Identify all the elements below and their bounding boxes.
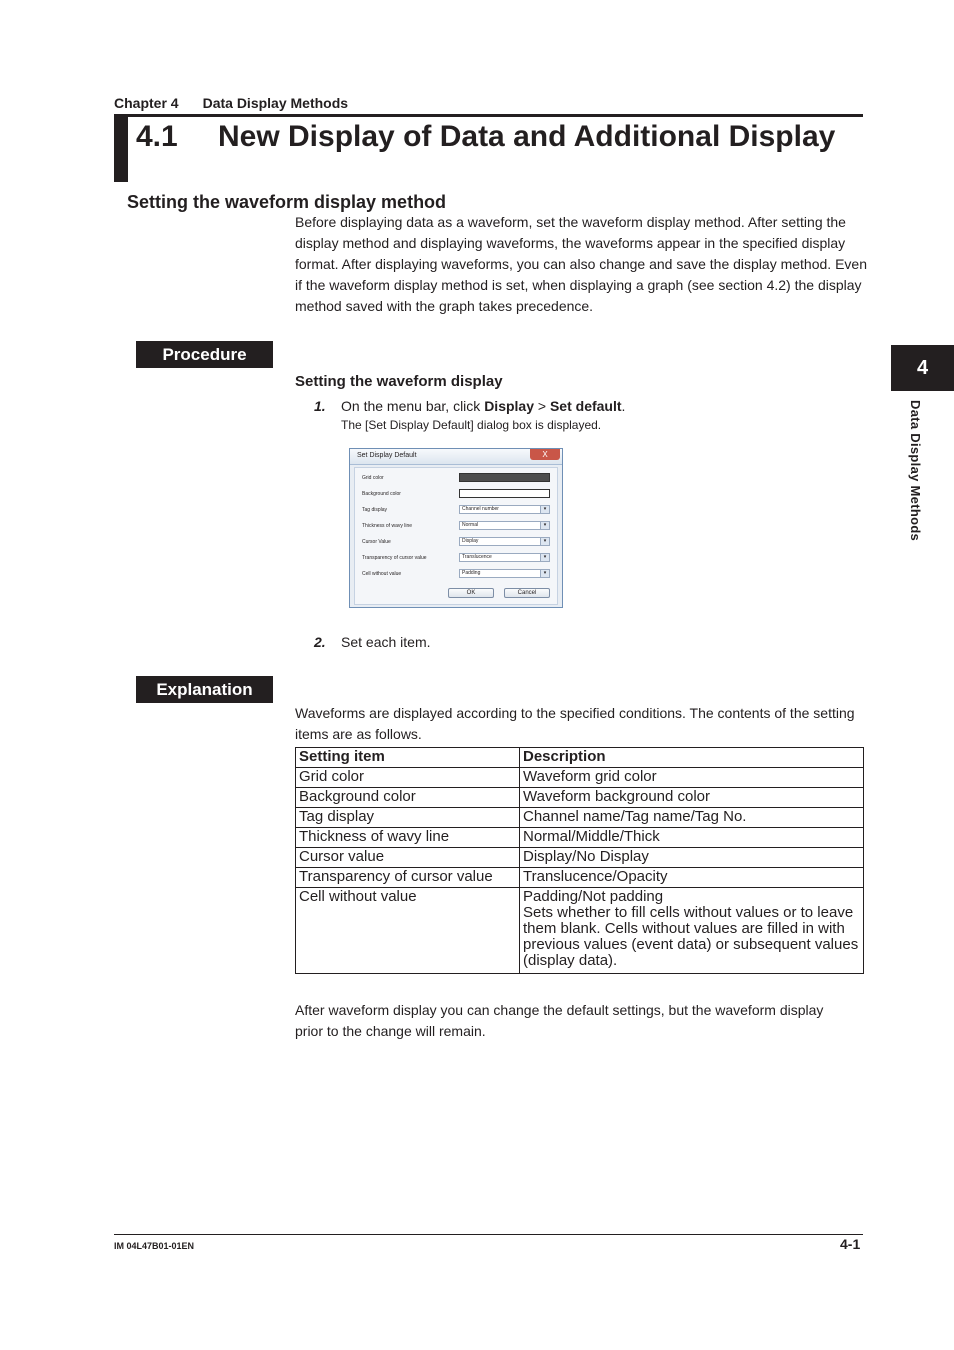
- dialog-titlebar: [350, 449, 562, 465]
- dialog-label-tag-display: Tag display: [362, 507, 388, 513]
- close-icon[interactable]: X: [530, 449, 560, 460]
- section-number: 4.1: [136, 120, 178, 153]
- chapter-tab: 4: [891, 345, 954, 391]
- closing-paragraph: After waveform display you can change the default settings, but the waveform display prior to the change will remain.: [295, 1002, 824, 1039]
- table-header-row: [296, 748, 864, 768]
- dialog-label-thickness: Thickness of wavy line: [362, 523, 413, 529]
- table-cell: Waveform background color: [520, 788, 864, 808]
- table-row: [296, 868, 864, 888]
- table-cell: Tag display: [296, 808, 520, 828]
- page-number: 4-1: [840, 1236, 861, 1252]
- chapter-tab-label: Data Display Methods: [908, 400, 923, 542]
- chevron-down-icon: ▾: [540, 522, 549, 529]
- table-cell: Cursor value: [296, 848, 520, 868]
- cell-without-value-select[interactable]: Padding ▾: [459, 569, 550, 578]
- header-rule: [114, 114, 863, 117]
- chapter-header: [114, 95, 348, 111]
- step-2-number: 2.: [314, 634, 326, 650]
- procedure-subheading: Setting the waveform display: [295, 373, 503, 390]
- chevron-down-icon: ▾: [540, 570, 549, 577]
- chevron-down-icon: ▾: [540, 554, 549, 561]
- table-header-description: Description: [520, 748, 864, 768]
- table-cell: Thickness of wavy line: [296, 828, 520, 848]
- step-1-number: 1.: [314, 398, 326, 414]
- table-row: [296, 888, 864, 974]
- grid-color-swatch[interactable]: [459, 473, 550, 482]
- intro-heading: Setting the waveform display method: [127, 192, 447, 212]
- ok-button[interactable]: OK: [448, 588, 494, 598]
- table-cell: Channel name/Tag name/Tag No.: [520, 808, 864, 828]
- table-cell: Normal/Middle/Thick: [520, 828, 864, 848]
- table-row: [296, 788, 864, 808]
- dialog-label-background-color: Background color: [362, 491, 401, 497]
- step-1-note: The [Set Display Default] dialog box is displayed.: [341, 418, 602, 432]
- transparency-select[interactable]: Translucence ▾: [459, 553, 550, 562]
- table-row: [296, 828, 864, 848]
- table-cell: Transparency of cursor value: [296, 868, 520, 888]
- dialog-label-cell-without-value: Cell without value: [362, 571, 402, 577]
- table-row: [296, 848, 864, 868]
- chapter-label: Chapter 4: [114, 95, 179, 111]
- table-row: [296, 768, 864, 788]
- table-header-setting: Setting item: [296, 748, 520, 768]
- tag-display-select[interactable]: Channel number ▾: [459, 505, 550, 514]
- dialog-title: Set Display Default: [357, 452, 417, 459]
- table-cell-value: Padding/Not padding: [523, 888, 664, 905]
- title-bar: [114, 114, 128, 182]
- chapter-title: Data Display Methods: [202, 95, 349, 111]
- table-cell: Display/No Display: [520, 848, 864, 868]
- table-cell: Background color: [296, 788, 520, 808]
- table-cell: Translucence/Opacity: [520, 868, 864, 888]
- dialog-body: [354, 467, 558, 605]
- table-cell: Waveform grid color: [520, 768, 864, 788]
- cursor-value-select[interactable]: Display ▾: [459, 537, 550, 546]
- procedure-label: Procedure: [136, 341, 273, 368]
- thickness-select[interactable]: Normal ▾: [459, 521, 550, 530]
- table-cell-note: Sets whether to fill cells without values or to leave them blank. Cells without values are filled in with previous values (event data) or subsequent values (display data).: [523, 904, 859, 969]
- footer-rule: [114, 1234, 863, 1235]
- document-id: IM 04L47B01-01EN: [114, 1241, 195, 1251]
- set-display-default-dialog: [349, 448, 563, 608]
- section-title: [136, 120, 835, 154]
- cancel-button[interactable]: Cancel: [504, 588, 550, 598]
- intro-body: Before displaying data as a waveform, set the waveform display method. After setting the display method and displaying waveforms, the waveforms appear in the specified display format. After displaying waveforms, you can also change and save the display method. Even if the waveform display method is set, when displaying a graph (see section 4.2) the display method saved with the graph takes precedence.: [295, 214, 867, 314]
- table-cell: Grid color: [296, 768, 520, 788]
- chevron-down-icon: ▾: [540, 538, 549, 545]
- table-cell: [520, 888, 864, 974]
- table-cell: Cell without value: [296, 888, 520, 974]
- step-2-text: Set each item.: [341, 634, 431, 650]
- explanation-intro: Waveforms are displayed according to the specified conditions. The contents of the setting items are as follows.: [295, 705, 855, 742]
- explanation-label: Explanation: [136, 676, 273, 703]
- dialog-label-grid-color: Grid color: [362, 475, 384, 481]
- settings-table: [295, 747, 864, 974]
- chevron-down-icon: ▾: [540, 506, 549, 513]
- dialog-label-cursor-value: Cursor Value: [362, 539, 391, 545]
- section-title-text: New Display of Data and Additional Display: [218, 120, 836, 153]
- table-row: [296, 808, 864, 828]
- dialog-label-transparency: Transparency of cursor value: [362, 555, 427, 561]
- background-color-swatch[interactable]: [459, 489, 550, 498]
- step-1-text: On the menu bar, click Display > Set default.: [341, 398, 626, 414]
